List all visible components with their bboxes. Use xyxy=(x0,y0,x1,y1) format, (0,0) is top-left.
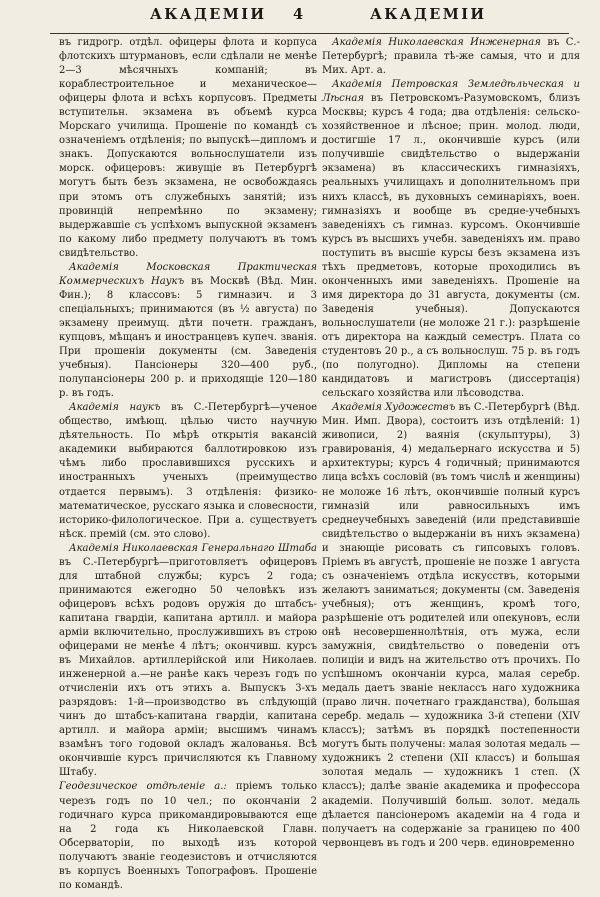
entry-title: Академія Николаевская Инженерная xyxy=(332,37,541,48)
header-rule xyxy=(50,33,569,34)
right-column xyxy=(322,36,580,851)
running-head-left: АКАДЕМІИ xyxy=(150,6,267,23)
entry-paragraph xyxy=(59,542,317,781)
page-header xyxy=(0,6,600,30)
page-number: 4 xyxy=(293,6,304,23)
entry-paragraph xyxy=(322,78,580,401)
entry-paragraph xyxy=(59,780,317,892)
entry-paragraph xyxy=(59,36,317,261)
entry-text: въ С.-Петербургѣ (Вѣд. Мин. Имп. Двора), состоитъ изъ отдѣленій: 1) живописи, 2) ваянія (скульптуры), 3) гравированія, 4) медальернаго искусства и 5) архитектуры; курсъ 4 годичный; принимаются лица всѣхъ сословій (въ томъ числѣ и женщины) не моложе 16 лѣтъ, окончившіе полный курсъ гимназій или равносильныхъ имъ среднеучебныхъ заведеній (или представившіе свидѣтельство о выдержаніи въ нихъ экзамена) и знающіе рисовать съ гипсовыхъ головъ. Пріемъ въ августѣ, прошеніе не позже 1 августа съ означеніемъ отдѣла искусствъ, которыми желаютъ заниматься; документы (см. Заведенія учебныя); отъ женщинъ, кромѣ того, разрѣшеніе отъ родителей или опекуновъ, если онѣ несовершеннолѣтнія, отъ мужа, если замужнія, свидѣтельство о поведеніи отъ полиціи и видъ на жительство отъ прочихъ. По успѣшномъ окончаніи курса, малая серебр. медаль даетъ званіе неклассъ наго художника (право личн. почетнаго гражданства), большая серебр. медаль — художника 3-й степени (XIV классъ); затѣмъ въ порядкѣ постепенности могутъ быть получены: малая золотая медаль — художникъ 2 степени (XII классъ) и большая золотая медаль — художникъ 1 степ. (X классъ); далѣе званіе академика и профессора академіи. Получившій больш. золот. медаль дѣлается пансіонеромъ академіи на 4 года и получаетъ на содержаніе за границею по 400 червонцевъ въ годъ и 200 черв. единовременно xyxy=(322,402,580,849)
entry-text: пріемъ только черезъ годъ по 10 чел.; по окончаніи 2 годичнаго курса прикомандировываются еще на 2 года къ Николаевской Главн. Обсерваторіи, по выходѣ изъ которой получаютъ званіе геодезистовъ и отчисляются въ корпусъ Военныхъ Топографовъ. Прошеніе по командѣ. xyxy=(59,781,317,891)
entry-text: въ Москвѣ (Вѣд. Мин. Фин.); 8 классовъ: 5 гимназич. и 3 спеціальныхъ; принимаются (въ ½ августа) по экзамену преимущ. дѣти почетн. гражданъ, купцовъ, мѣщанъ и иностранцевъ купеч. званія. При прошеніи документы (см. Заведенія учебныя). Пансіонеры 320—400 руб., полупансіонеры 200 р. и приходящіе 120—180 р. въ годъ. xyxy=(59,275,318,400)
entry-title: Академія Петровская Земледѣльческая и Лѣсная xyxy=(322,79,580,105)
entry-title: Академія наукъ xyxy=(69,402,161,414)
entry-title: Академія Московская Практическая Коммерческихъ Наукъ xyxy=(59,261,317,287)
running-head-right: АКАДЕМІИ xyxy=(370,6,487,23)
entry-paragraph xyxy=(322,401,580,851)
entry-paragraph xyxy=(59,261,317,401)
entry-text: въ С.-Петербургѣ; правила тѣ-же самыя, что и для Мих. Арт. а. xyxy=(322,37,580,77)
entry-paragraph xyxy=(59,401,317,541)
entry-text: въ С.-Петербургѣ—ученое общество, имѣющ. цѣлью чисто научную дѣятельность. По мѣрѣ открытія вакансій академики выбираются баллотировкою изъ чѣмъ либо прославившихся русскихъ и иностранныхъ ученыхъ (преимущество отдается первымъ). 3 отдѣленія: физико-математическое, русскаго языка и словесности, историко-филологическое. При а. существуетъ нѣск. премій (см. это слово). xyxy=(59,402,318,540)
entry-title: Академія Николаевская Генеральнаго Штаба xyxy=(69,542,317,554)
entry-paragraph xyxy=(322,36,580,78)
left-column xyxy=(59,36,317,893)
entry-text: въ гидрогр. отдѣл. офицеры флота и корпуса флотскихъ штурмановъ, если сдѣлали не менѣе 2—3 мѣсячныхъ компаній; въ кораблестроительное и механическое—офицеры флота и всѣхъ корпусовъ. Предметы вступительн. экзамена въ объемѣ курса Морскаго училища. Прошеніе по командѣ съ означеніемъ отдѣленія; по выпускѣ—дипломъ и знакъ. Допускаются вольнослушатели изъ морск. офицеровъ: живущіе въ Петербургѣ могутъ быть безъ экзамена, не освобождаясь при этомъ отъ служебныхъ занятій; изъ провинцій непремѣнно по экзамену; выдержавшіе съ успѣхомъ выпускной экзаменъ по какому либо предмету получаютъ въ томъ свидѣтельство. xyxy=(59,37,317,259)
entry-text: въ С.-Петербургѣ—приготовляетъ офицеровъ для штабной службы; курсъ 2 года; принимаются ежегодно 50 человѣкъ изъ офицеровъ всѣхъ родовъ оружія до штабсъ-капитана гвардіи, капитана артилл. и майора арміи включительно, прослужившихъ въ строю офицерами не менѣе 4 лѣтъ; окончивш. курсъ въ Михайлов. артиллерійской или Николаев. инженерной а.—не ранѣе какъ черезъ годъ по отчисленіи ихъ отъ этихъ а. Выпускъ 3-хъ разрядовъ: 1-й—производство въ слѣдующій чинъ до штабсъ-капитана гвардіи, капитана артилл. и майора арміи; высшимъ чинамъ взамѣнъ того годовой окладъ жалованья. Всѣ окончившіе курсъ причисляются къ Главному Штабу. xyxy=(59,556,317,779)
entry-text: въ Петровскомъ-Разумовскомъ, близъ Москвы; курсъ 4 года; два отдѣленія: сельско-хозяйственное и лѣсное; прин. молод. люди, достигшіе 17 л., окончившіе курсъ (или получившіе свидѣтельство о выдержаніи экзамена) въ классическихъ гимназіяхъ, реальныхъ училищахъ и дополнительномъ при нихъ классѣ, въ духовныхъ семинаріяхъ, воен. гимназіяхъ и вообще въ средне-учебныхъ заведеніяхъ съ гимназ. курсомъ. Окончившіе курсъ въ высшихъ учебн. заведеніяхъ им. право поступить въ высшіе курсы безъ экзамена изъ тѣхъ предметовъ, которые проходились въ оконченныхъ ими заведеніяхъ. Прошеніе на имя директора до 31 августа, документы (см. Заведенія учебныя). Допускаются вольнослушатели (не моложе 21 г.): разрѣшеніе отъ директора на каждый семестръ. Плата со студентовъ 20 р., а съ вольнослуш. 75 р. въ годъ (по полугодно). Дипломы на степени кандидатовъ и магистровъ (диссертація) сельскаго хозяйства или лѣсоводства. xyxy=(322,93,580,400)
entry-title: Геодезическое отдѣленіе а.: xyxy=(59,781,227,793)
entry-title: Академія Художествъ xyxy=(332,402,456,414)
